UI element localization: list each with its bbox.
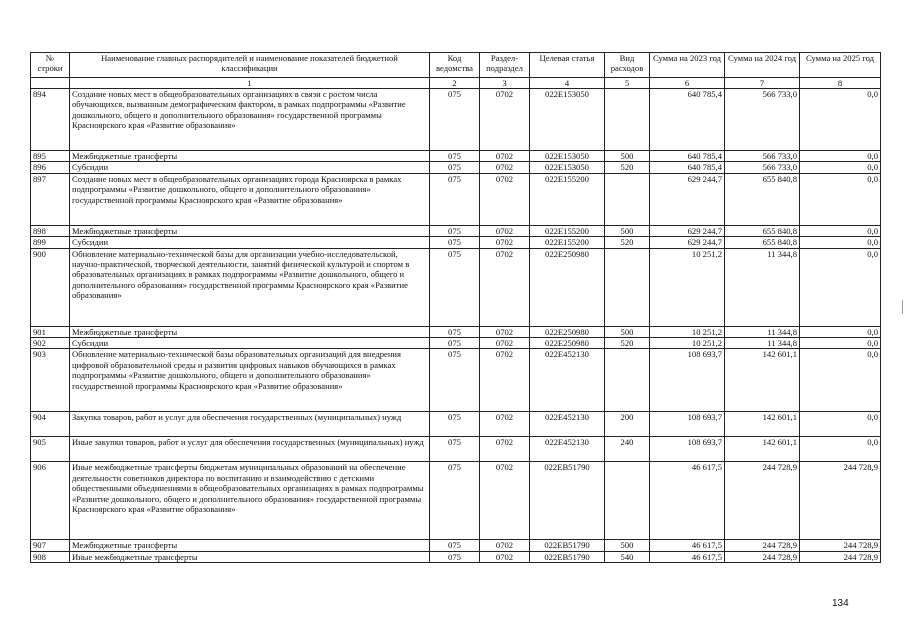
row-section: 0702	[480, 89, 530, 151]
row-sum-2025: 244 728,9	[800, 462, 881, 540]
row-sum-2024: 244 728,9	[725, 551, 800, 562]
row-number: 901	[31, 326, 70, 337]
row-number: 896	[31, 162, 70, 173]
row-sum-2023: 10 251,2	[650, 248, 725, 326]
row-section: 0702	[480, 412, 530, 437]
row-name: Субсидии	[70, 237, 430, 248]
row-target-article: 022ЕВ51790	[530, 540, 605, 551]
row-number: 907	[31, 540, 70, 551]
col-number: 1	[70, 78, 430, 89]
row-name: Закупка товаров, работ и услуг для обеспечения государственных (муниципальных) нужд	[70, 412, 430, 437]
row-sum-2025: 0,0	[800, 437, 881, 462]
row-sum-2024: 566 733,0	[725, 89, 800, 151]
row-target-article: 022Е452130	[530, 412, 605, 437]
table-row	[31, 173, 881, 225]
row-section: 0702	[480, 326, 530, 337]
row-sum-2025: 0,0	[800, 89, 881, 151]
row-expense-type	[605, 349, 650, 412]
row-target-article: 022Е155200	[530, 173, 605, 225]
table-row	[31, 551, 881, 562]
row-target-article: 022ЕВ51790	[530, 462, 605, 540]
row-target-article: 022Е155200	[530, 225, 605, 236]
col-number: 3	[480, 78, 530, 89]
row-sum-2024: 655 840,8	[725, 237, 800, 248]
row-section: 0702	[480, 173, 530, 225]
row-expense-type: 500	[605, 540, 650, 551]
table-row	[31, 462, 881, 540]
row-target-article: 022Е250980	[530, 338, 605, 349]
row-department-code: 075	[430, 248, 480, 326]
header-expense-type: Вид расходов	[605, 53, 650, 78]
table-row	[31, 412, 881, 437]
row-department-code: 075	[430, 151, 480, 162]
row-expense-type	[605, 173, 650, 225]
row-sum-2024: 142 601,1	[725, 437, 800, 462]
row-sum-2023: 46 617,5	[650, 551, 725, 562]
row-sum-2023: 46 617,5	[650, 540, 725, 551]
row-sum-2023: 108 693,7	[650, 349, 725, 412]
row-section: 0702	[480, 248, 530, 326]
header-department-code: Код ведомства	[430, 53, 480, 78]
row-sum-2025: 0,0	[800, 151, 881, 162]
budget-table	[30, 52, 881, 563]
row-expense-type: 500	[605, 225, 650, 236]
row-expense-type: 520	[605, 338, 650, 349]
row-expense-type: 500	[605, 326, 650, 337]
row-department-code: 075	[430, 437, 480, 462]
row-name: Межбюджетные трансферты	[70, 540, 430, 551]
row-expense-type: 520	[605, 162, 650, 173]
row-target-article: 022Е452130	[530, 437, 605, 462]
table-row	[31, 151, 881, 162]
col-number: 2	[430, 78, 480, 89]
row-sum-2023: 640 785,4	[650, 151, 725, 162]
row-sum-2023: 629 244,7	[650, 237, 725, 248]
row-name: Обновление материально-технической базы для организации учебно-исследовательской, научно-практической, творческой деятельности, занятий физической культурой и спортом в образовательных организациях в рамках подпрограммы «Развитие дошкольного, общего и дополнительного образования» государственной программы Красноярского края «Развитие образования»	[70, 248, 430, 326]
row-section: 0702	[480, 162, 530, 173]
header-row-number: № строки	[31, 53, 70, 78]
table-row	[31, 89, 881, 151]
row-department-code: 075	[430, 237, 480, 248]
row-sum-2024: 11 344,8	[725, 326, 800, 337]
row-expense-type: 540	[605, 551, 650, 562]
row-section: 0702	[480, 540, 530, 551]
col-number: 7	[725, 78, 800, 89]
row-expense-type: 200	[605, 412, 650, 437]
header-name: Наименование главных распорядителей и наименование показателей бюджетной классификации	[70, 53, 430, 78]
row-sum-2025: 0,0	[800, 349, 881, 412]
table-row	[31, 326, 881, 337]
row-sum-2023: 46 617,5	[650, 462, 725, 540]
row-sum-2025: 244 728,9	[800, 540, 881, 551]
row-name: Создание новых мест в общеобразовательных организациях в связи с ростом числа обучающихся, вызванным демографическим фактором, в рамках подпрограммы «Развитие дошкольного, общего и дополнительного образования» государственной программы Красноярского края «Развитие образования»	[70, 89, 430, 151]
row-name: Межбюджетные трансферты	[70, 326, 430, 337]
row-name: Иные межбюджетные трансферты бюджетам муниципальных образований на обеспечение деятельности советников директора по воспитанию и взаимодействию с детскими общественными объединениями в общеобразовательных организациях в рамках подпрограммы «Развитие дошкольного, общего и дополнительного образования» государственной программы Красноярского края «Развитие образования»	[70, 462, 430, 540]
row-section: 0702	[480, 338, 530, 349]
row-expense-type	[605, 89, 650, 151]
header-sum-2024: Сумма на 2024 год	[725, 53, 800, 78]
row-sum-2025: 0,0	[800, 326, 881, 337]
row-section: 0702	[480, 151, 530, 162]
header-sum-2025: Сумма на 2025 год	[800, 53, 881, 78]
row-number: 894	[31, 89, 70, 151]
row-number: 906	[31, 462, 70, 540]
row-sum-2025: 0,0	[800, 173, 881, 225]
row-sum-2023: 108 693,7	[650, 437, 725, 462]
row-name: Создание новых мест в общеобразовательных организациях города Красноярска в рамках подпрограммы «Развитие дошкольного, общего и дополнительного образования» государственной программы Красноярского края «Развитие образования»	[70, 173, 430, 225]
row-name: Обновление материально-технической базы образовательных организаций для внедрения цифровой образовательной среды и развития цифровых навыков обучающихся в рамках подпрограммы «Развитие дошкольного, общего и дополнительного образования» государственной программы Красноярского края «Развитие образования»	[70, 349, 430, 412]
row-department-code: 075	[430, 326, 480, 337]
col-number: 4	[530, 78, 605, 89]
table-row	[31, 437, 881, 462]
row-name: Субсидии	[70, 162, 430, 173]
row-number: 905	[31, 437, 70, 462]
row-sum-2024: 655 840,8	[725, 225, 800, 236]
table-row	[31, 248, 881, 326]
row-section: 0702	[480, 551, 530, 562]
row-sum-2023: 640 785,4	[650, 89, 725, 151]
table-row	[31, 338, 881, 349]
row-sum-2025: 0,0	[800, 412, 881, 437]
row-department-code: 075	[430, 462, 480, 540]
row-target-article: 022Е452130	[530, 349, 605, 412]
row-name: Иные межбюджетные трансферты	[70, 551, 430, 562]
row-number: 897	[31, 173, 70, 225]
row-sum-2024: 142 601,1	[725, 412, 800, 437]
column-number-row	[31, 78, 881, 89]
row-number: 898	[31, 225, 70, 236]
row-department-code: 075	[430, 540, 480, 551]
row-name: Иные закупки товаров, работ и услуг для обеспечения государственных (муниципальных) нужд	[70, 437, 430, 462]
table-row	[31, 225, 881, 236]
row-section: 0702	[480, 225, 530, 236]
row-department-code: 075	[430, 338, 480, 349]
row-number: 902	[31, 338, 70, 349]
row-sum-2024: 655 840,8	[725, 173, 800, 225]
row-sum-2024: 244 728,9	[725, 540, 800, 551]
row-sum-2023: 10 251,2	[650, 338, 725, 349]
row-name: Межбюджетные трансферты	[70, 225, 430, 236]
header-sum-2023: Сумма на 2023 год	[650, 53, 725, 78]
row-sum-2023: 629 244,7	[650, 225, 725, 236]
row-name: Межбюджетные трансферты	[70, 151, 430, 162]
row-section: 0702	[480, 462, 530, 540]
page-number: 134	[832, 598, 849, 609]
row-number: 903	[31, 349, 70, 412]
row-sum-2025: 0,0	[800, 237, 881, 248]
row-department-code: 075	[430, 551, 480, 562]
col-number: 5	[605, 78, 650, 89]
table-row	[31, 162, 881, 173]
col-number: 6	[650, 78, 725, 89]
row-sum-2025: 0,0	[800, 225, 881, 236]
row-section: 0702	[480, 237, 530, 248]
row-sum-2024: 244 728,9	[725, 462, 800, 540]
row-expense-type: 520	[605, 237, 650, 248]
row-department-code: 075	[430, 225, 480, 236]
table-header	[31, 53, 881, 89]
row-section: 0702	[480, 349, 530, 412]
row-sum-2024: 566 733,0	[725, 151, 800, 162]
row-section: 0702	[480, 437, 530, 462]
row-sum-2023: 640 785,4	[650, 162, 725, 173]
row-expense-type	[605, 462, 650, 540]
row-target-article: 022Е155200	[530, 237, 605, 248]
row-sum-2024: 142 601,1	[725, 349, 800, 412]
row-number: 899	[31, 237, 70, 248]
row-sum-2025: 0,0	[800, 338, 881, 349]
header-section: Раздел-подраздел	[480, 53, 530, 78]
row-target-article: 022Е153050	[530, 151, 605, 162]
table-row	[31, 540, 881, 551]
row-target-article: 022Е153050	[530, 89, 605, 151]
row-sum-2023: 10 251,2	[650, 326, 725, 337]
row-number: 895	[31, 151, 70, 162]
row-target-article: 022ЕВ51790	[530, 551, 605, 562]
row-target-article: 022Е153050	[530, 162, 605, 173]
row-target-article: 022Е250980	[530, 326, 605, 337]
row-department-code: 075	[430, 162, 480, 173]
table-body	[31, 89, 881, 563]
row-department-code: 075	[430, 349, 480, 412]
row-sum-2023: 108 693,7	[650, 412, 725, 437]
row-sum-2024: 11 344,8	[725, 248, 800, 326]
row-target-article: 022Е250980	[530, 248, 605, 326]
row-sum-2025: 0,0	[800, 162, 881, 173]
col-number	[31, 78, 70, 89]
table-row	[31, 237, 881, 248]
row-number: 900	[31, 248, 70, 326]
row-expense-type: 500	[605, 151, 650, 162]
header-target-article: Целевая статья	[530, 53, 605, 78]
row-expense-type	[605, 248, 650, 326]
row-sum-2025: 0,0	[800, 248, 881, 326]
row-department-code: 075	[430, 173, 480, 225]
table-row	[31, 349, 881, 412]
row-department-code: 075	[430, 412, 480, 437]
row-expense-type: 240	[605, 437, 650, 462]
row-department-code: 075	[430, 89, 480, 151]
row-sum-2025: 244 728,9	[800, 551, 881, 562]
row-name: Субсидии	[70, 338, 430, 349]
row-sum-2024: 566 733,0	[725, 162, 800, 173]
row-sum-2023: 629 244,7	[650, 173, 725, 225]
row-number: 904	[31, 412, 70, 437]
margin-mark	[902, 300, 903, 314]
row-number: 908	[31, 551, 70, 562]
col-number: 8	[800, 78, 881, 89]
row-sum-2024: 11 344,8	[725, 338, 800, 349]
